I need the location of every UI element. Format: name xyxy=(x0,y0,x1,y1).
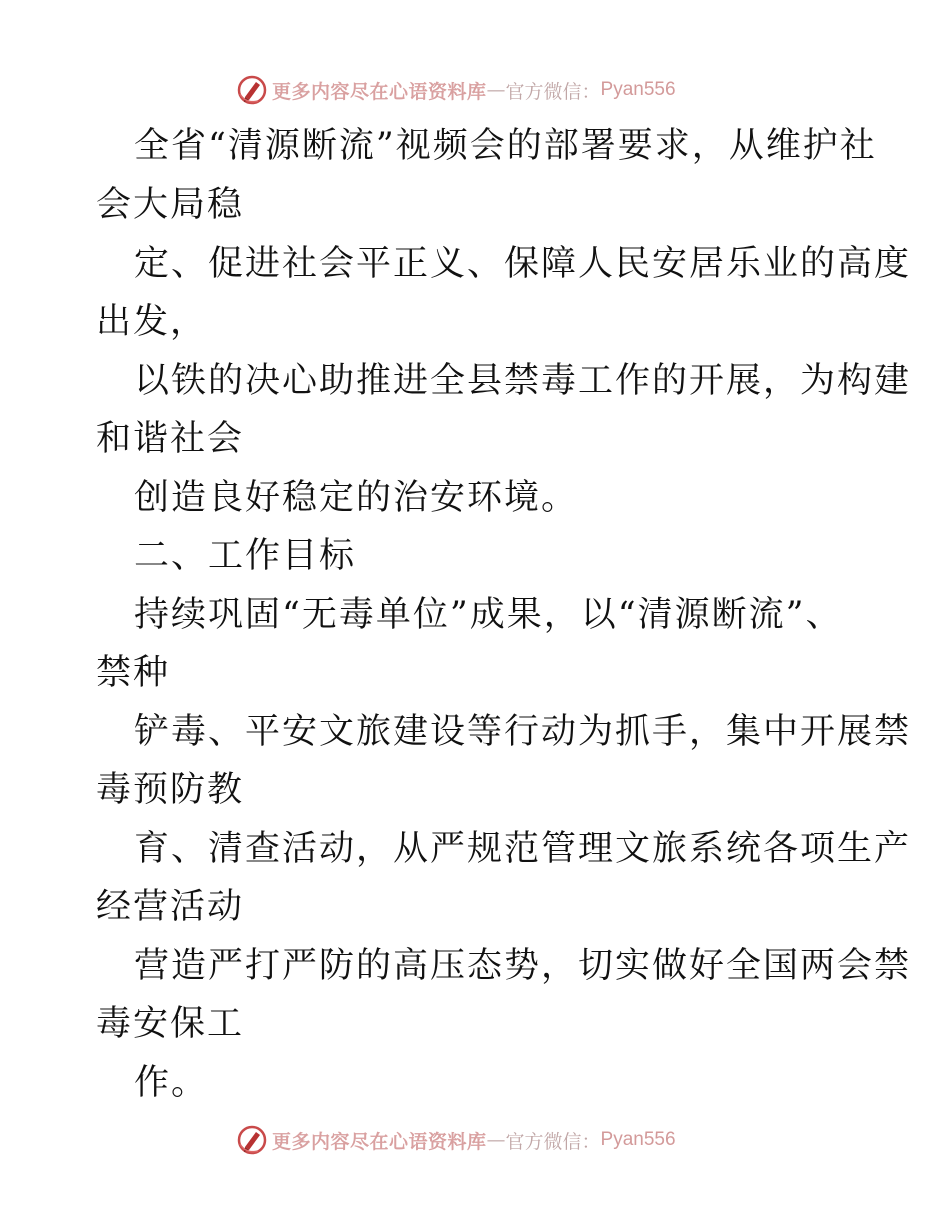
watermark-wechat-label: 官方微信： xyxy=(505,1130,601,1153)
watermark-wechat-id: Pyan556 xyxy=(600,1129,676,1150)
body-line-1: 全省“清源断流”视频会的部署要求，从维护社 xyxy=(134,126,877,166)
watermark-separator: — xyxy=(486,1129,506,1151)
pen-logo-icon xyxy=(236,1124,268,1156)
body-line-17: 作。 xyxy=(134,1063,209,1103)
body-line-5: 以铁的决心助推进全县禁毒工作的开展，为构建 xyxy=(134,361,912,401)
body-line-10: 禁种 xyxy=(96,653,171,693)
body-line-16: 毒安保工 xyxy=(96,1004,245,1044)
watermark-brand: 更多内容尽在心语资料库 xyxy=(272,1130,487,1153)
body-line-14: 经营活动 xyxy=(96,887,245,927)
body-line-15: 营造严打严防的高压态势，切实做好全国两会禁 xyxy=(134,946,912,986)
section-heading: 二、工作目标 xyxy=(134,536,357,576)
body-line-3: 定、促进社会平正义、保障人民安居乐业的高度 xyxy=(134,244,912,284)
body-line-2: 会大局稳 xyxy=(96,185,245,225)
body-line-11: 铲毒、平安文旅建设等行动为抓手，集中开展禁 xyxy=(134,712,912,752)
watermark-wechat-label: 官方微信： xyxy=(505,80,601,103)
body-line-9: 持续巩固“无毒单位”成果，以“清源断流”、 xyxy=(134,595,843,635)
pen-logo-icon xyxy=(236,74,268,106)
body-line-4: 出发， xyxy=(96,302,208,342)
body-line-13: 育、清查活动，从严规范管理文旅系统各项生产 xyxy=(134,829,912,869)
watermark-wechat-id: Pyan556 xyxy=(600,79,676,100)
watermark-separator: — xyxy=(486,79,506,101)
footer-watermark xyxy=(236,1122,676,1158)
body-line-6: 和谐社会 xyxy=(96,419,245,459)
body-line-12: 毒预防教 xyxy=(96,770,245,810)
body-line-7: 创造良好稳定的治安环境。 xyxy=(134,478,579,518)
header-watermark xyxy=(236,72,676,108)
watermark-brand: 更多内容尽在心语资料库 xyxy=(272,80,487,103)
